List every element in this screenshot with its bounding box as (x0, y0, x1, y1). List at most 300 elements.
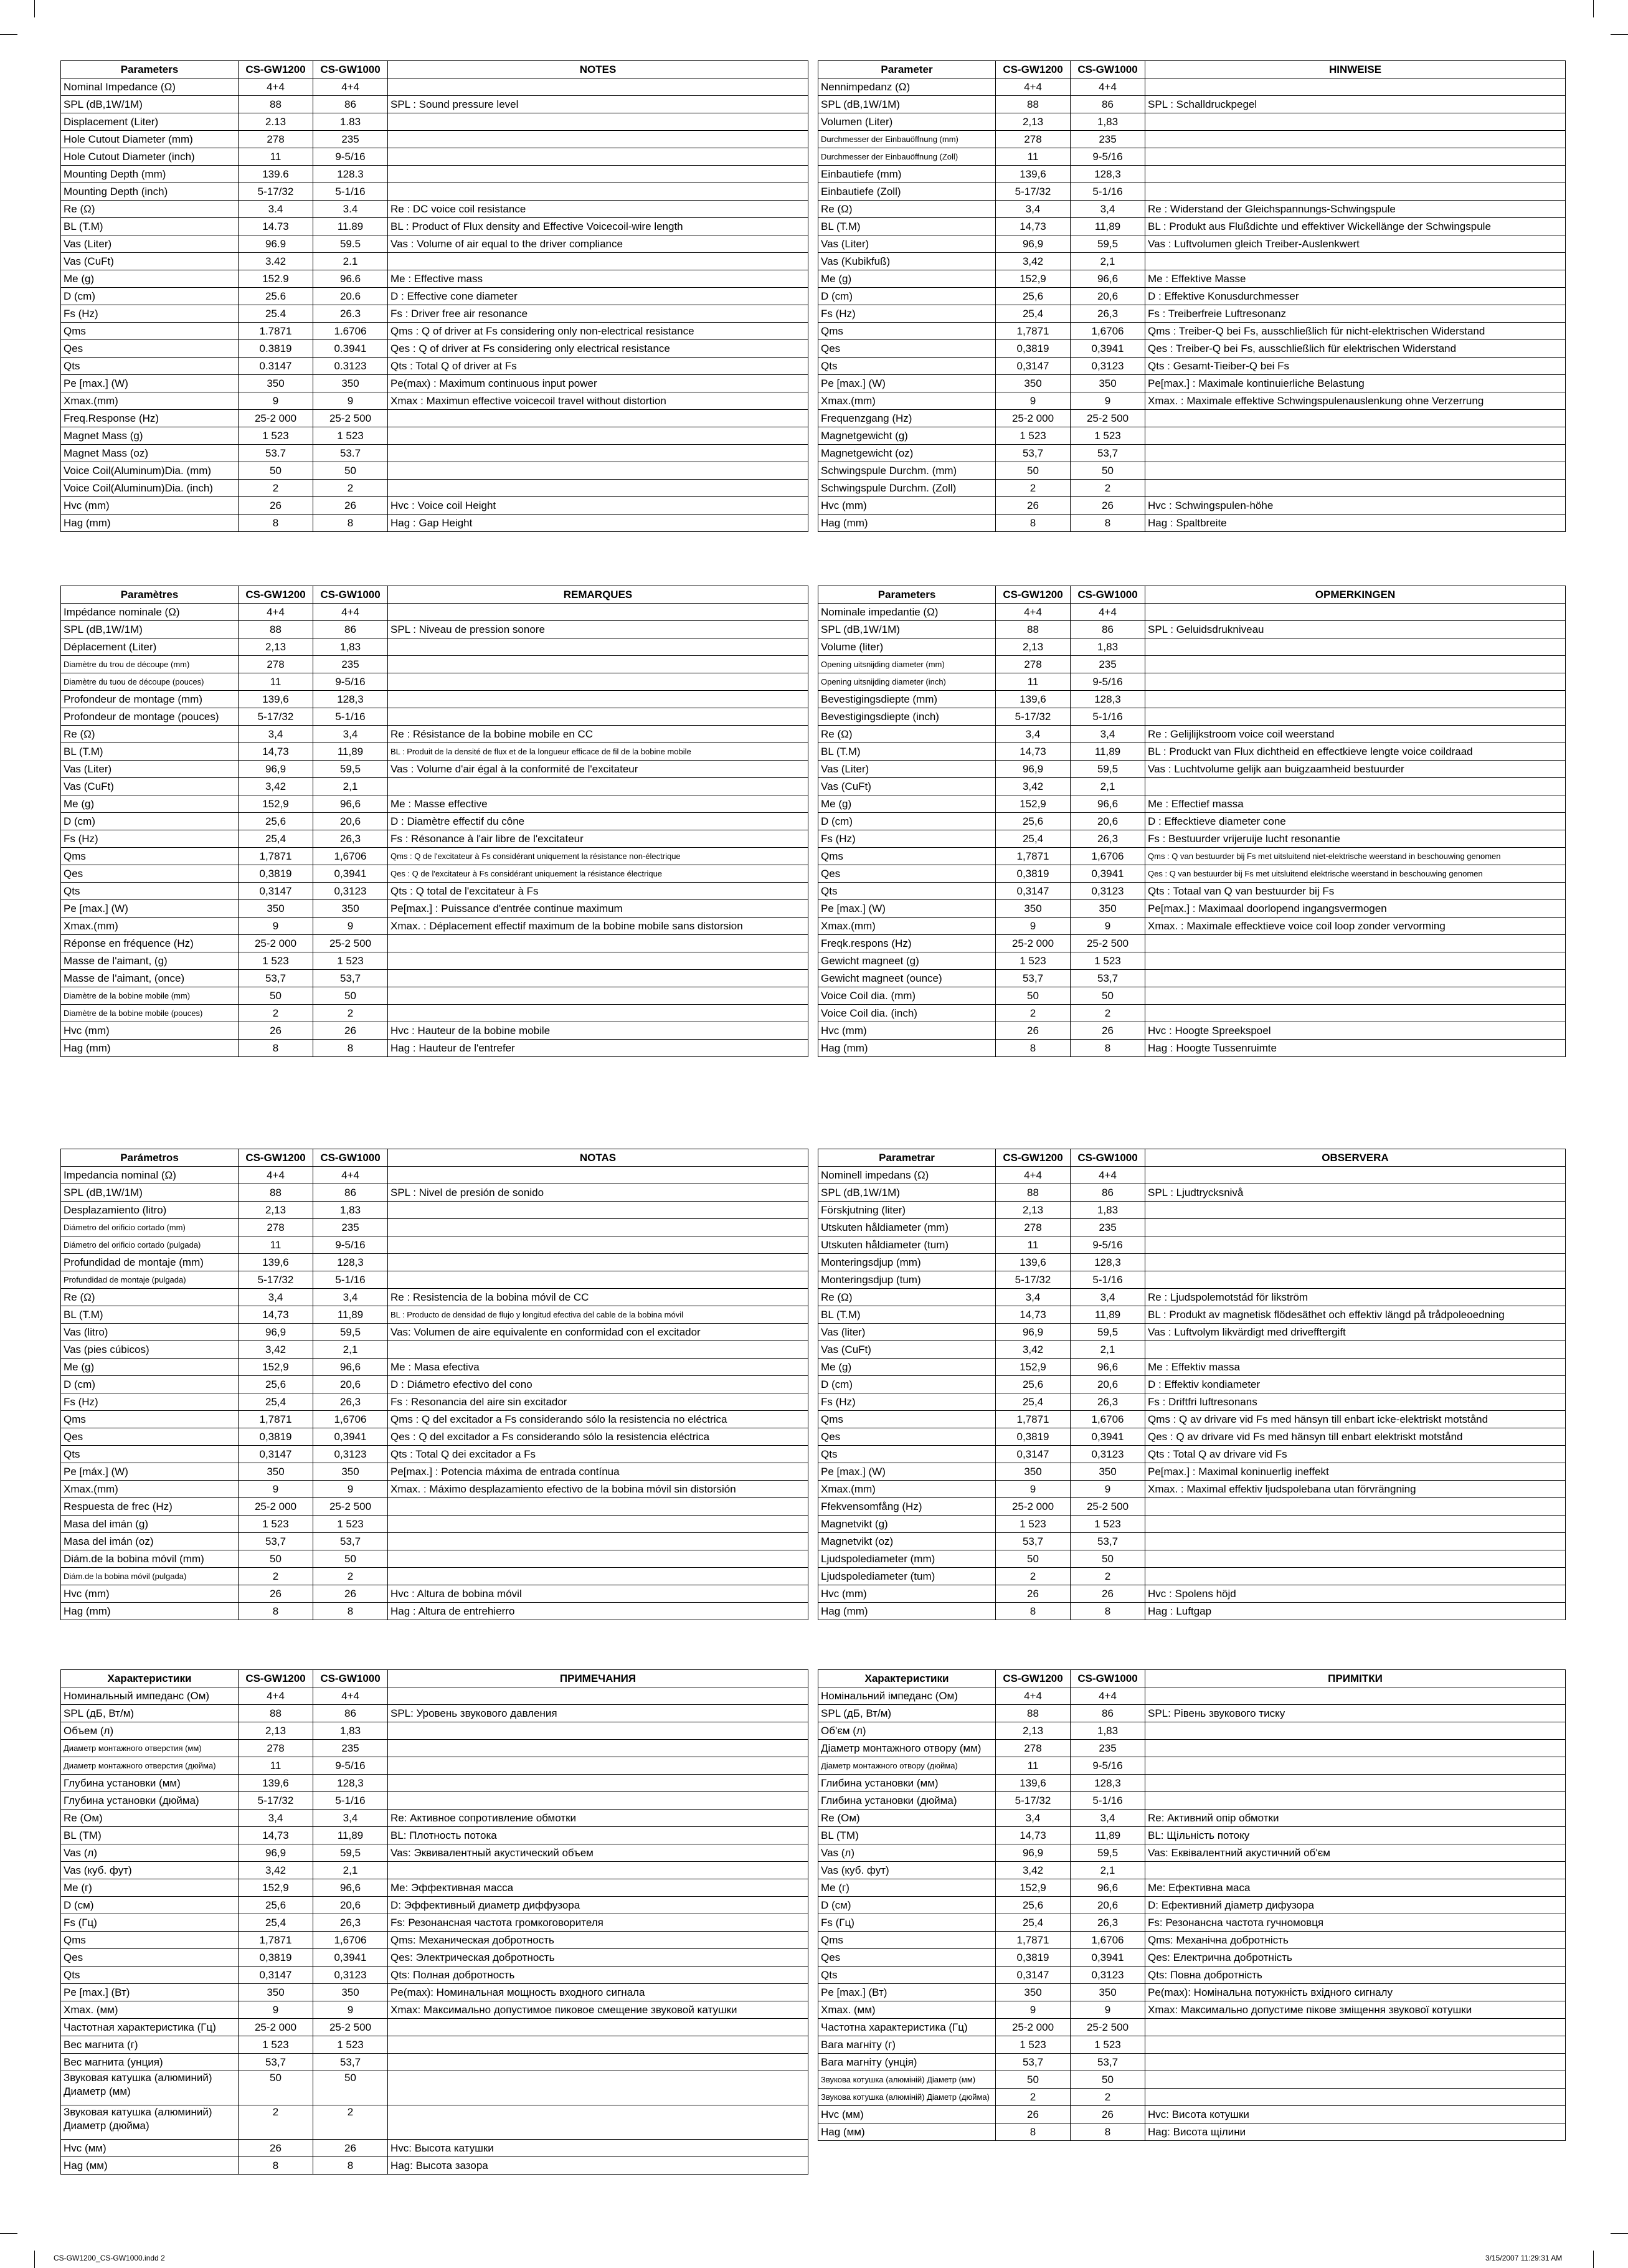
parameter-cell: Вага магніту (г) (818, 2036, 996, 2054)
parameter-cell: Hag (мм) (818, 2123, 996, 2141)
model-2-value: 5-1/16 (313, 183, 388, 201)
model-1-value: 3,4 (996, 201, 1071, 218)
model-1-value: 2,13 (239, 1202, 313, 1219)
model-1-value: 1 523 (239, 1516, 313, 1533)
table-row (818, 1254, 1566, 1271)
model-2-value: 2,1 (313, 1341, 388, 1359)
note-cell: Pe[max.] : Maximale kontinuierliche Belastung (1145, 375, 1566, 392)
model-2-value: 26 (1071, 1022, 1145, 1040)
column-header-model-1: CS-GW1200 (996, 586, 1071, 604)
parameter-cell: BL (T.M) (61, 218, 239, 235)
model-1-value: 8 (996, 1040, 1071, 1057)
model-1-value: 152,9 (239, 1879, 313, 1897)
parameter-cell: Masse de l'aimant, (g) (61, 952, 239, 970)
model-2-value: 2 (1071, 2089, 1145, 2106)
model-1-value: 278 (996, 1740, 1071, 1757)
parameter-cell: BL (ТМ) (61, 1827, 239, 1844)
model-1-value: 350 (239, 1984, 313, 2001)
model-2-value: 26,3 (1071, 830, 1145, 848)
parameter-cell: Impedancia nominal (Ω) (61, 1167, 239, 1184)
parameter-cell: Vas (CuFt) (818, 1341, 996, 1359)
table-row (818, 78, 1566, 96)
note-cell: Fs: Резонансна частота гучномовця (1145, 1914, 1566, 1932)
model-2-value: 1,83 (313, 1202, 388, 1219)
model-2-value: 4+4 (313, 78, 388, 96)
parameter-cell: Profundidad de montaje (mm) (61, 1254, 239, 1271)
model-2-value: 26,3 (313, 830, 388, 848)
model-2-value: 350 (313, 1463, 388, 1481)
note-cell (388, 253, 808, 270)
note-cell (1145, 2036, 1566, 2054)
table-row (61, 918, 808, 935)
model-2-value: 2,1 (1071, 1341, 1145, 1359)
model-2-value: 2.1 (313, 253, 388, 270)
model-2-value: 128.3 (313, 166, 388, 183)
model-2-value: 2 (1071, 1568, 1145, 1585)
parameter-cell: Xmax.(mm) (818, 392, 996, 410)
table-row (61, 1254, 808, 1271)
model-1-value: 88 (239, 96, 313, 113)
model-2-value: 8 (1071, 1603, 1145, 1620)
parameter-cell: Vas (Kubikfuß) (818, 253, 996, 270)
table-row (818, 462, 1566, 480)
table-row (818, 96, 1566, 113)
table-row (818, 604, 1566, 621)
model-1-value: 1 523 (996, 2036, 1071, 2054)
note-cell: BL : Produckt van Flux dichtheid en effectkieve lengte voice coildraad (1145, 743, 1566, 761)
model-2-value: 86 (313, 1705, 388, 1722)
parameter-cell: BL (T.M) (818, 743, 996, 761)
note-cell: Re : Résistance de la bobine mobile en CC (388, 726, 808, 743)
model-2-value: 9 (313, 918, 388, 935)
model-1-value: 3.4 (239, 201, 313, 218)
table-row (818, 1792, 1566, 1810)
parameter-cell: Fs (Hz) (61, 830, 239, 848)
parameter-cell: Me (g) (61, 795, 239, 813)
model-1-value: 3,4 (996, 1289, 1071, 1306)
parameter-cell: Diámetro del orificio cortado (pulgada) (61, 1236, 239, 1254)
parameter-cell: Hvc (mm) (818, 1585, 996, 1603)
parameter-cell: Xmax.(mm) (61, 1481, 239, 1498)
table-row (818, 166, 1566, 183)
table-row (61, 1879, 808, 1897)
model-1-value: 14,73 (996, 218, 1071, 235)
model-1-value: 25,6 (996, 1897, 1071, 1914)
model-2-value: 50 (313, 987, 388, 1005)
note-cell (1145, 1236, 1566, 1254)
table-row (818, 1463, 1566, 1481)
note-cell: Re : Gelijlijkstroom voice coil weerstand (1145, 726, 1566, 743)
model-1-value: 2,13 (239, 638, 313, 656)
model-1-value: 1,7871 (239, 848, 313, 865)
note-cell: D : Diamètre effectif du cône (388, 813, 808, 830)
model-2-value: 4+4 (313, 1687, 388, 1705)
table-row (818, 358, 1566, 375)
model-1-value: 53,7 (239, 970, 313, 987)
table-row (61, 1687, 808, 1705)
model-2-value: 350 (1071, 375, 1145, 392)
model-2-value: 96,6 (1071, 1879, 1145, 1897)
model-1-value: 25-2 000 (996, 1498, 1071, 1516)
model-2-value: 86 (1071, 96, 1145, 113)
crop-mark (1593, 2251, 1594, 2268)
table-row (61, 1585, 808, 1603)
note-cell: Qes : Q of driver at Fs considering only electrical resistance (388, 340, 808, 358)
model-2-value: 5-1/16 (1071, 708, 1145, 726)
table-row (818, 253, 1566, 270)
model-2-value: 4+4 (313, 604, 388, 621)
note-cell (388, 2071, 808, 2105)
table-header-row (818, 61, 1566, 78)
table-row (818, 497, 1566, 515)
model-2-value: 53,7 (1071, 1533, 1145, 1550)
spec-table-english (60, 60, 808, 532)
model-2-value: 235 (313, 1740, 388, 1757)
note-cell (1145, 1862, 1566, 1879)
model-2-value: 5-1/16 (313, 1271, 388, 1289)
model-2-value: 53,7 (313, 970, 388, 987)
table-row (61, 2019, 808, 2036)
table-row (61, 1914, 808, 1932)
model-2-value: 11,89 (1071, 1306, 1145, 1324)
note-cell (388, 1219, 808, 1236)
model-1-value: 96,9 (996, 1844, 1071, 1862)
table-row (818, 1219, 1566, 1236)
note-cell: BL : Produkt av magnetisk flödesäthet och effektiv längd på trådpoleoedning (1145, 1306, 1566, 1324)
model-1-value: 14,73 (239, 1827, 313, 1844)
parameter-cell: Qms (818, 323, 996, 340)
table-row (61, 987, 808, 1005)
note-cell (1145, 2054, 1566, 2071)
parameter-cell: Qts (818, 1967, 996, 1984)
note-cell (388, 673, 808, 691)
parameter-cell: Displacement (Liter) (61, 113, 239, 131)
note-cell: SPL : Sound pressure level (388, 96, 808, 113)
table-row (818, 952, 1566, 970)
model-2-value: 9-5/16 (1071, 1236, 1145, 1254)
model-1-value: 3,4 (996, 726, 1071, 743)
parameter-cell: Utskuten håldiameter (mm) (818, 1219, 996, 1236)
note-cell: Vas: Эквивалентный акустический объем (388, 1844, 808, 1862)
parameter-cell: Звукова котушка (алюміній) Діаметр (мм) (818, 2071, 996, 2089)
model-1-value: 4+4 (239, 1167, 313, 1184)
table-row (61, 1167, 808, 1184)
model-2-value: 96,6 (313, 1879, 388, 1897)
parameter-cell: Fs (Hz) (818, 1393, 996, 1411)
note-cell: Re : Ljudspolemotstád för likström (1145, 1289, 1566, 1306)
table-row (61, 1271, 808, 1289)
note-cell (388, 970, 808, 987)
note-cell (1145, 113, 1566, 131)
model-2-value: 9 (1071, 392, 1145, 410)
parameter-cell: Freqk.respons (Hz) (818, 935, 996, 952)
note-cell (1145, 462, 1566, 480)
model-1-value: 278 (239, 1219, 313, 1236)
note-cell: Vas: Volumen de aire equivalente en conformidad con el excitador (388, 1324, 808, 1341)
parameter-cell: BL (T.M) (818, 218, 996, 235)
parameter-cell: Masa del imán (g) (61, 1516, 239, 1533)
parameter-cell: Vas (Liter) (61, 761, 239, 778)
table-row (818, 1167, 1566, 1184)
table-row (61, 1428, 808, 1446)
parameter-cell: Monteringsdjup (tum) (818, 1271, 996, 1289)
table-row (61, 1498, 808, 1516)
parameter-cell: D (cm) (818, 288, 996, 305)
parameter-cell: Qts (61, 1967, 239, 1984)
model-2-value: 26,3 (313, 1393, 388, 1411)
note-cell: Qts : Gesamt-Tieiber-Q bei Fs (1145, 358, 1566, 375)
model-1-value: 9 (996, 1481, 1071, 1498)
model-2-value: 50 (313, 2071, 388, 2105)
note-cell: Hvc : Hauteur de la bobine mobile (388, 1022, 808, 1040)
note-cell (1145, 1005, 1566, 1022)
parameter-cell: Hag (mm) (61, 1040, 239, 1057)
note-cell (1145, 148, 1566, 166)
parameter-cell: Monteringsdjup (mm) (818, 1254, 996, 1271)
model-2-value: 11,89 (313, 1827, 388, 1844)
model-2-value: 1 523 (313, 427, 388, 445)
model-2-value: 96,6 (1071, 1359, 1145, 1376)
model-2-value: 20,6 (1071, 1897, 1145, 1914)
table-row (818, 2019, 1566, 2036)
model-1-value: 3,4 (239, 726, 313, 743)
parameter-cell: Frequenzgang (Hz) (818, 410, 996, 427)
model-2-value: 235 (313, 131, 388, 148)
note-cell: Qms : Q de l'excitateur à Fs considérant uniquement la résistance non-électrique (388, 848, 808, 865)
table-row (818, 1516, 1566, 1533)
model-2-value: 2 (313, 480, 388, 497)
model-2-value: 53,7 (313, 2054, 388, 2071)
note-cell: Qms : Q of driver at Fs considering only non-electrical resistance (388, 323, 808, 340)
note-cell (1145, 970, 1566, 987)
parameter-cell: Nominell impedans (Ω) (818, 1167, 996, 1184)
note-cell (388, 656, 808, 673)
column-header-parameter: Характеристики (818, 1670, 996, 1687)
spec-table-russian (60, 1669, 808, 2175)
note-cell: Qms : Q del excitador a Fs considerando sólo la resistencia no eléctrica (388, 1411, 808, 1428)
model-2-value: 350 (1071, 1984, 1145, 2001)
model-1-value: 152.9 (239, 270, 313, 288)
parameter-cell: Magnetgewicht (oz) (818, 445, 996, 462)
table-row (818, 1411, 1566, 1428)
parameter-cell: Re (Ω) (818, 1289, 996, 1306)
table-row (818, 2089, 1566, 2106)
table-row (818, 410, 1566, 427)
model-2-value: 20,6 (313, 1376, 388, 1393)
table-row (818, 813, 1566, 830)
note-cell: Me: Эффективная масса (388, 1879, 808, 1897)
table-row (818, 1722, 1566, 1740)
model-2-value: 86 (1071, 1184, 1145, 1202)
model-1-value: 25,6 (996, 288, 1071, 305)
model-1-value: 2 (239, 1568, 313, 1585)
table-row (818, 148, 1566, 166)
table-row (61, 1446, 808, 1463)
note-cell (1145, 2089, 1566, 2106)
model-1-value: 152,9 (239, 795, 313, 813)
parameter-cell: Номинальный импеданс (Ом) (61, 1687, 239, 1705)
model-2-value: 50 (1071, 462, 1145, 480)
parameter-cell: Desplazamiento (litro) (61, 1202, 239, 1219)
model-2-value: 128,3 (1071, 166, 1145, 183)
note-cell: Qts: Полная добротность (388, 1967, 808, 1984)
parameter-cell: Nennimpedanz (Ω) (818, 78, 996, 96)
model-1-value: 14,73 (996, 743, 1071, 761)
spec-table-spanish (60, 1149, 808, 1620)
table-row (61, 778, 808, 795)
model-1-value: 1 523 (996, 427, 1071, 445)
model-1-value: 350 (239, 1463, 313, 1481)
model-2-value: 25-2 500 (1071, 2019, 1145, 2036)
note-cell (388, 1236, 808, 1254)
table-row (818, 621, 1566, 638)
parameter-cell: Freq.Response (Hz) (61, 410, 239, 427)
model-2-value: 8 (1071, 2123, 1145, 2141)
parameter-cell: Глубина установки (мм) (61, 1775, 239, 1792)
note-cell: Xmax. : Maximal effektiv ljudspolebana utan förvrängning (1145, 1481, 1566, 1498)
model-2-value: 0,3123 (313, 883, 388, 900)
note-cell (1145, 1550, 1566, 1568)
note-cell: Vas : Volume of air equal to the driver compliance (388, 235, 808, 253)
note-cell: Qms: Механическая добротность (388, 1932, 808, 1949)
model-1-value: 9 (239, 2001, 313, 2019)
parameter-cell: Re (Ω) (818, 726, 996, 743)
parameter-cell: Schwingspule Durchm. (Zoll) (818, 480, 996, 497)
model-1-value: 50 (239, 987, 313, 1005)
model-2-value: 0.3123 (313, 358, 388, 375)
model-1-value: 50 (996, 2071, 1071, 2089)
note-cell: Hag : Hauteur de l'entrefer (388, 1040, 808, 1057)
table-row (61, 1568, 808, 1585)
model-2-value: 59,5 (1071, 1844, 1145, 1862)
parameter-cell: Hag (mm) (61, 1603, 239, 1620)
model-2-value: 20,6 (1071, 813, 1145, 830)
note-cell (388, 987, 808, 1005)
model-2-value: 128,3 (1071, 1254, 1145, 1271)
parameter-cell: Me (г) (61, 1879, 239, 1897)
model-1-value: 96,9 (239, 761, 313, 778)
model-1-value: 1 523 (239, 427, 313, 445)
note-cell: BL : Produit de la densité de flux et de la longueur efficace de fil de la bobine mobile (388, 743, 808, 761)
table-row (61, 743, 808, 761)
model-2-value: 9 (313, 392, 388, 410)
model-2-value: 1,6706 (313, 1932, 388, 1949)
model-1-value: 88 (996, 1184, 1071, 1202)
model-2-value: 11,89 (1071, 218, 1145, 235)
model-1-value: 5-17/32 (996, 183, 1071, 201)
model-1-value: 50 (996, 1550, 1071, 1568)
table-row (61, 1005, 808, 1022)
note-cell: Qes : Q van bestuurder bij Fs met uitsluitend elektrische weerstand in beschouwing genomen (1145, 865, 1566, 883)
note-cell (388, 1498, 808, 1516)
note-cell: BL : Produkt aus Flußdichte und effektiver Wickellänge der Schwingspule (1145, 218, 1566, 235)
parameter-cell: Masse de l'aimant, (once) (61, 970, 239, 987)
table-row (61, 358, 808, 375)
note-cell: Fs : Treiberfreie Luftresonanz (1145, 305, 1566, 323)
note-cell: BL: Плотность потока (388, 1827, 808, 1844)
note-cell (1145, 2071, 1566, 2089)
model-1-value: 8 (996, 1603, 1071, 1620)
parameter-cell: Xmax. (мм) (818, 2001, 996, 2019)
parameter-cell: Magnet Mass (g) (61, 427, 239, 445)
model-1-value: 25,4 (239, 830, 313, 848)
parameter-cell: Re (Ω) (61, 1289, 239, 1306)
model-1-value: 14.73 (239, 218, 313, 235)
model-2-value: 96,6 (1071, 795, 1145, 813)
parameter-cell: Me (g) (818, 1359, 996, 1376)
parameter-cell: Vas (liter) (818, 1324, 996, 1341)
parameter-cell: Me (g) (818, 795, 996, 813)
parameter-cell: Magnetvikt (g) (818, 1516, 996, 1533)
column-header-model-1: CS-GW1200 (996, 1670, 1071, 1687)
note-cell: Pe(max) : Maximum continuous input power (388, 375, 808, 392)
parameter-cell: Xmax.(mm) (818, 1481, 996, 1498)
table-row (61, 1550, 808, 1568)
parameter-cell: Xmax.(mm) (61, 918, 239, 935)
note-cell (1145, 131, 1566, 148)
parameter-cell: SPL (dB,1W/1M) (818, 96, 996, 113)
note-cell: Hag : Spaltbreite (1145, 515, 1566, 532)
model-1-value: 50 (996, 987, 1071, 1005)
parameter-cell: Hag (mm) (818, 515, 996, 532)
parameter-cell: SPL (dB,1W/1M) (61, 96, 239, 113)
model-1-value: 0,3819 (239, 1949, 313, 1967)
crop-mark (0, 34, 17, 35)
table-row (818, 1757, 1566, 1775)
parameter-cell: Masa del imán (oz) (61, 1533, 239, 1550)
model-1-value: 8 (239, 1040, 313, 1057)
note-cell: Hag: Висота щілини (1145, 2123, 1566, 2141)
table-row (61, 1236, 808, 1254)
table-header-row (818, 1670, 1566, 1687)
model-1-value: 11 (239, 1236, 313, 1254)
table-row (818, 323, 1566, 340)
note-cell: BL : Product of Flux density and Effective Voicecoil-wire length (388, 218, 808, 235)
model-1-value: 278 (996, 656, 1071, 673)
table-row (61, 1775, 808, 1792)
footer-timestamp: 3/15/2007 11:29:31 AM (1485, 2254, 1563, 2262)
parameter-cell: Hvc (mm) (818, 497, 996, 515)
table-row (818, 1481, 1566, 1498)
model-2-value: 50 (1071, 1550, 1145, 1568)
model-1-value: 50 (239, 1550, 313, 1568)
note-cell (388, 445, 808, 462)
model-1-value: 26 (239, 1585, 313, 1603)
table-row (61, 201, 808, 218)
parameter-cell: Vas (л) (818, 1844, 996, 1862)
model-2-value: 235 (313, 1219, 388, 1236)
column-header-model-1: CS-GW1200 (239, 1149, 313, 1167)
model-2-value: 0,3941 (313, 1949, 388, 1967)
model-2-value: 1 523 (1071, 427, 1145, 445)
model-1-value: 278 (239, 1740, 313, 1757)
table-row (818, 1289, 1566, 1306)
note-cell: Hvc : Spolens höjd (1145, 1585, 1566, 1603)
parameter-cell: Qes (818, 1949, 996, 1967)
table-row (818, 1932, 1566, 1949)
table-row (818, 673, 1566, 691)
parameter-cell: Qts (61, 883, 239, 900)
parameter-cell: Глибина установки (мм) (818, 1775, 996, 1792)
column-header-model-2: CS-GW1000 (313, 586, 388, 604)
table-row (61, 2105, 808, 2140)
model-1-value: 1,7871 (996, 1411, 1071, 1428)
table-row (61, 148, 808, 166)
model-1-value: 8 (239, 1603, 313, 1620)
model-2-value: 9-5/16 (313, 148, 388, 166)
model-1-value: 5-17/32 (239, 183, 313, 201)
parameter-cell: Vas (Liter) (61, 235, 239, 253)
